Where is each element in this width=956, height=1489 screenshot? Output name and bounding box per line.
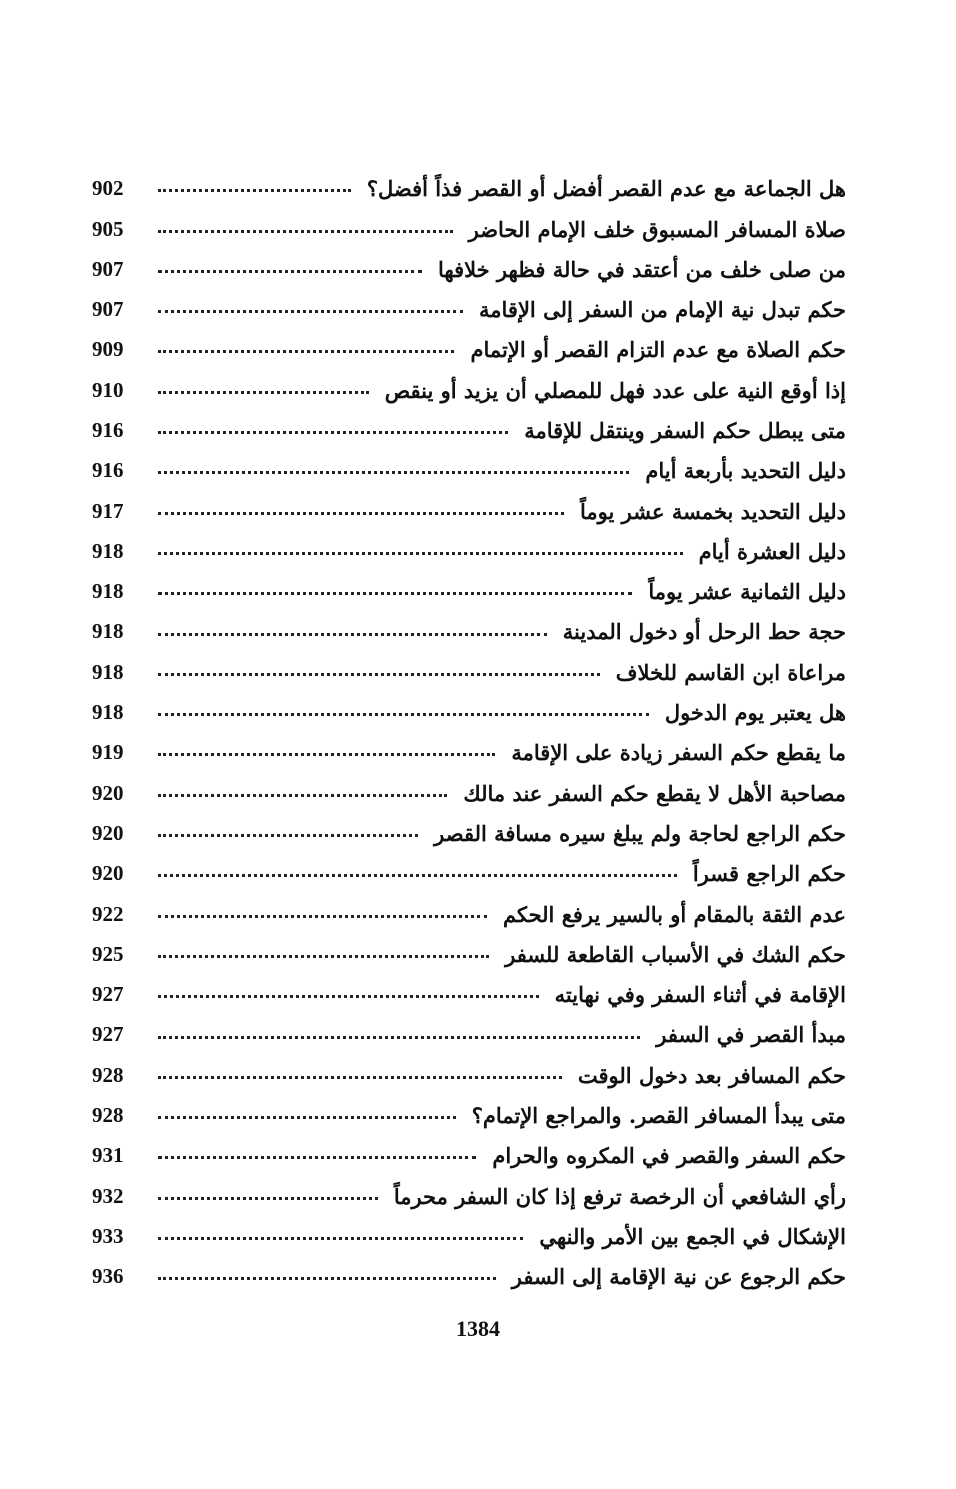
toc-entry-page: 907 (92, 256, 124, 281)
toc-entry-page: 932 (92, 1183, 124, 1208)
toc-entry-page: 916 (92, 417, 124, 442)
toc-entry (92, 563, 846, 603)
toc-entry-page: 920 (92, 820, 124, 845)
dot-leader (158, 189, 351, 192)
dot-leader (158, 310, 463, 313)
dot-leader (158, 995, 539, 998)
toc-entry (92, 321, 846, 361)
dot-leader (158, 1036, 640, 1039)
toc-entry-page: 925 (92, 941, 124, 966)
toc-entry-title: حكم الراجع لحاجة ولم يبلغ سيره مسافة القصر (434, 820, 846, 846)
dot-leader (158, 713, 649, 716)
dot-leader (158, 512, 564, 515)
toc-entry-title: حكم الراجع قسراً (692, 861, 846, 887)
toc-entry-page: 918 (92, 700, 124, 725)
toc-entry (92, 523, 846, 563)
dot-leader (158, 431, 508, 434)
toc-entry-title: الإشكال في الجمع بين الأمر والنهي (539, 1223, 846, 1249)
toc-entry-title: هل يعتبر يوم الدخول (664, 700, 846, 726)
dot-leader (158, 350, 454, 353)
toc-entry-page: 917 (92, 498, 124, 523)
toc-entry-title: ما يقطع حكم السفر زيادة على الإقامة (511, 740, 846, 766)
toc-entry (92, 805, 846, 845)
toc-entry (92, 241, 846, 281)
toc-entry-title: مراعاة ابن القاسم للخلاف (615, 659, 846, 685)
toc-entry-title: إذا أوقع النية على عدد فهل للمصلي أن يزيد أو ينقص (384, 377, 846, 403)
dot-leader (158, 1277, 496, 1280)
dot-leader (158, 915, 487, 918)
toc-entry (92, 684, 846, 724)
toc-entry (92, 160, 846, 200)
toc-entry (92, 1248, 846, 1288)
toc-entry-title: دليل التحديد بخمسة عشر يوماً (580, 498, 846, 524)
dot-leader (158, 552, 683, 555)
dot-leader (158, 1156, 476, 1159)
dot-leader (158, 592, 632, 595)
toc-entry (92, 603, 846, 643)
dot-leader (158, 391, 369, 394)
toc-entry-title: دليل الثمانية عشر يوماً (648, 579, 846, 605)
toc-entry (92, 1127, 846, 1167)
toc-entry-title: متى يبدأ المسافر القصر. والمراجع الإتمام؟ (471, 1103, 846, 1129)
dot-leader (158, 1237, 523, 1240)
toc-entry-title: من صلى خلف من أعتقد في حالة فظهر خلافها (437, 256, 846, 282)
toc-entry-title: حكم تبدل نية الإمام من السفر إلى الإقامة (479, 297, 846, 323)
toc-entry-page: 928 (92, 1103, 124, 1128)
toc-entry (92, 442, 846, 482)
dot-leader (158, 230, 453, 233)
toc-entry (92, 1047, 846, 1087)
toc-entry-page: 919 (92, 740, 124, 765)
toc-entry (92, 724, 846, 764)
dot-leader (158, 753, 495, 756)
dot-leader (158, 673, 600, 676)
toc-entry-page: 936 (92, 1264, 124, 1289)
toc-entry-title: حجة حط الرحل أو دخول المدينة (562, 619, 846, 645)
toc-entry (92, 482, 846, 522)
toc-entry-title: حكم السفر والقصر في المكروه والحرام (492, 1143, 846, 1169)
dot-leader (158, 1116, 456, 1119)
dot-leader (158, 1076, 562, 1079)
toc-entry-page: 918 (92, 538, 124, 563)
toc-entry-page: 922 (92, 901, 124, 926)
toc-entry-page: 918 (92, 659, 124, 684)
toc-entry (92, 845, 846, 885)
dot-leader (158, 471, 629, 474)
toc-entry-title: الإقامة في أثناء السفر وفي نهايته (554, 982, 846, 1008)
dot-leader (158, 874, 677, 877)
toc-entry-title: مبدأ القصر في السفر (656, 1022, 846, 1048)
toc-entry (92, 200, 846, 240)
dot-leader (158, 633, 547, 636)
toc-entry-page: 918 (92, 619, 124, 644)
toc-entry (92, 966, 846, 1006)
dot-leader (158, 794, 447, 797)
toc-entry-page: 927 (92, 1022, 124, 1047)
toc-entry-page: 928 (92, 1062, 124, 1087)
toc-entry (92, 402, 846, 442)
toc-entry-page: 909 (92, 337, 124, 362)
dot-leader (158, 1197, 378, 1200)
toc-entry-page: 927 (92, 982, 124, 1007)
toc-entry-page: 907 (92, 297, 124, 322)
toc-entry-title: هل الجماعة مع عدم القصر أفضل أو القصر فذاً أفضل؟ (366, 176, 846, 202)
toc-entry-page: 916 (92, 458, 124, 483)
toc-entry-page: 910 (92, 377, 124, 402)
toc-entry (92, 644, 846, 684)
toc-entry-title: رأي الشافعي أن الرخصة ترفع إذا كان السفر محرماً (393, 1183, 846, 1209)
toc-entry-page: 918 (92, 579, 124, 604)
dot-leader (158, 270, 422, 273)
page-number: 1384 (456, 1316, 500, 1341)
toc-entry (92, 764, 846, 804)
toc-entry (92, 885, 846, 925)
toc-entry-title: حكم الرجوع عن نية الإقامة إلى السفر (511, 1264, 846, 1290)
toc-entry-title: عدم الثقة بالمقام أو بالسير يرفع الحكم (503, 901, 846, 927)
toc-entry-title: متى يبطل حكم السفر وينتقل للإقامة (524, 417, 846, 443)
toc-entry-page: 920 (92, 780, 124, 805)
toc-entry-page: 902 (92, 176, 124, 201)
dot-leader (158, 955, 489, 958)
toc-entry-title: دليل التحديد بأربعة أيام (645, 458, 846, 484)
toc-entry (92, 1208, 846, 1248)
toc-entry (92, 1087, 846, 1127)
toc-entry-page: 931 (92, 1143, 124, 1168)
toc-entry-title: صلاة المسافر المسبوق خلف الإمام الحاضر (468, 216, 846, 242)
toc-entry-title: حكم الصلاة مع عدم التزام القصر أو الإتمام (470, 337, 846, 363)
toc-entry-title: حكم الشك في الأسباب القاطعة للسفر (505, 941, 846, 967)
toc-entry-page: 920 (92, 861, 124, 886)
toc-entry (92, 1167, 846, 1207)
toc-entry-page: 933 (92, 1223, 124, 1248)
toc-entry (92, 281, 846, 321)
toc-entry (92, 926, 846, 966)
dot-leader (158, 834, 418, 837)
toc-entry-title: حكم المسافر بعد دخول الوقت (577, 1062, 846, 1088)
toc-entry (92, 1006, 846, 1046)
table-of-contents (92, 160, 846, 1288)
toc-entry-title: مصاحبة الأهل لا يقطع حكم السفر عند مالك (463, 780, 846, 806)
toc-entry-page: 905 (92, 216, 124, 241)
toc-entry-title: دليل العشرة أيام (698, 538, 846, 564)
toc-entry (92, 361, 846, 401)
